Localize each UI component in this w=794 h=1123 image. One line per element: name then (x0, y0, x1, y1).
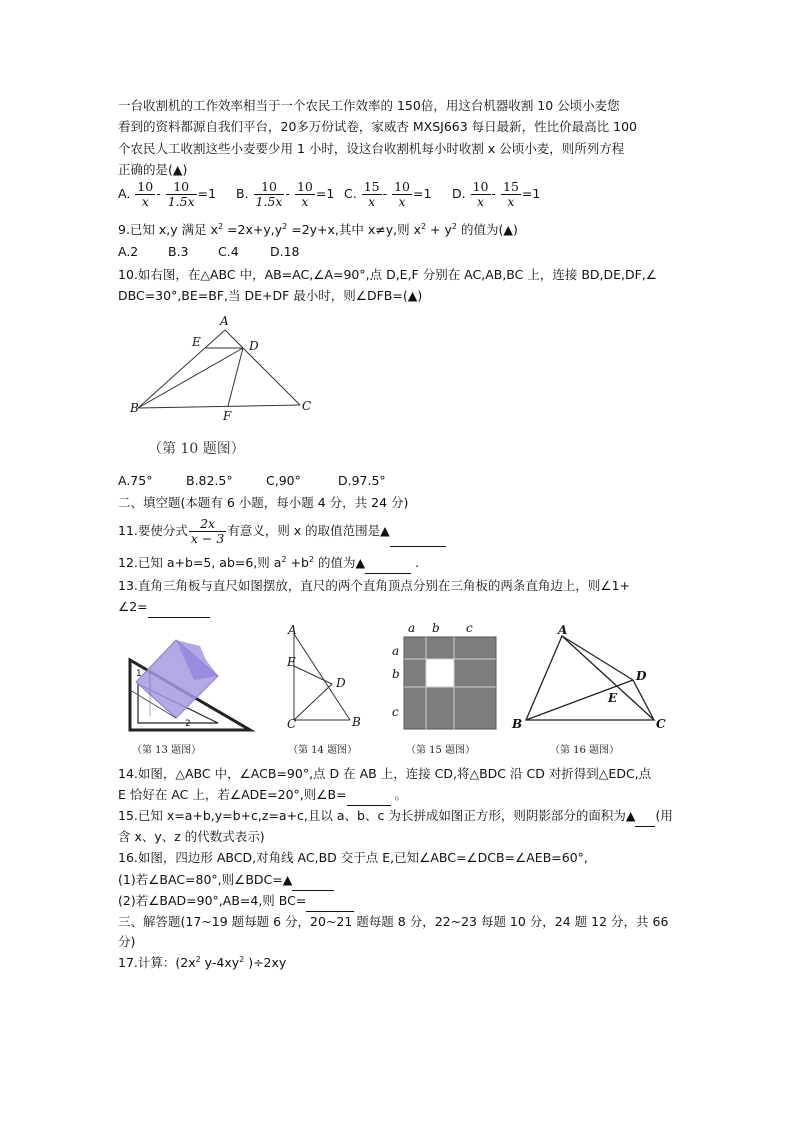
label-e: E (608, 691, 618, 705)
fraction: $\frac{10}{1.5x}$ (255, 179, 283, 209)
answer-blank (148, 597, 210, 618)
label-a-side: a (392, 644, 400, 658)
q10-option-b: B.82.5° (186, 473, 233, 488)
q16-line-1: 16.如图，四边形 ABCD,对角线 AC,BD 交于点 E,已知∠ABC=∠DCB=∠AEB=60°, (118, 850, 588, 865)
label-b: B (130, 401, 139, 415)
label-b: B (352, 715, 361, 729)
answer-blank (635, 806, 655, 827)
figure-q13 (122, 624, 262, 760)
q10-option-c: C,90° (266, 473, 301, 488)
q17-stem: 17.计算：($2x^2$ $y-4xy^2$ )÷2xy (118, 954, 287, 970)
q9-option-a: A.2 (118, 244, 139, 259)
angle-2-label: 2 (185, 719, 191, 729)
q9-option-b: B.3 (168, 244, 189, 259)
label-c: C (287, 717, 297, 731)
q13-line-1: 13.直角三角板与直尺如图摆放，直尺的两个直角顶点分别在三角板的两条直角边上，则∠1+ (118, 578, 631, 593)
label-d: D (636, 669, 647, 683)
angle-1-label: 1 (136, 669, 142, 679)
label-a-top: a (408, 621, 416, 635)
fig15-caption: （第 15 题图） (406, 745, 476, 756)
q15-line-1: 15.已知 x=a+b,y=b+c,z=a+c,且以 a、b、c 为长拼成如图正方形，则阴影部分的面积为▲ (用 (118, 806, 678, 827)
section-2-heading: 二、填空题(本题有 6 小题，每小题 4 分，共 24 分) (118, 495, 409, 510)
label-c-top: c (466, 621, 473, 635)
q9-option-d: D.18 (270, 244, 300, 259)
label-a: A (558, 624, 568, 637)
label-e: E (287, 655, 296, 669)
answer-blank (292, 870, 334, 891)
label-e: E (192, 335, 201, 349)
fig13-caption: （第 13 题图） (132, 745, 202, 756)
q14-line-1: 14.如图，△ABC 中，∠ACB=90°,点 D 在 AB 上，连接 CD,将△BDC 沿 CD 对折得到△EDC,点 (118, 766, 652, 781)
fraction: $\frac{10}{1.5x}$ (167, 179, 195, 209)
answer-blank (390, 516, 446, 547)
q8-line-1: 一台收割机的工作效率相当于一个农民工作效率的 150倍，用这台机器收割 10 公顷小麦您 (118, 98, 620, 113)
q16-line-3: (2)若∠BAD=90°,AB=4,则 BC= (118, 891, 678, 912)
q8-line-4: 正确的是(▲) (118, 162, 188, 177)
answer-blank (365, 553, 411, 574)
fraction: $\frac{2x}{x - 3}$ (190, 516, 225, 546)
q11-stem: 11.要使分式 $\frac{2x}{x - 3}$ 有意义，则 x 的取值范围是▲ (118, 516, 678, 547)
label-d: D (336, 676, 346, 690)
q10-option-a: A.75° (118, 473, 153, 488)
answer-blank (306, 891, 354, 912)
q16-line-2: (1)若∠BAC=80°,则∠BDC=▲ (118, 870, 678, 891)
label-b: B (512, 717, 523, 731)
q10-line-2: DBC=30°,BE=BF,当 DE+DF 最小时，则∠DFB=(▲) (118, 288, 423, 303)
q8-option-c: C. $\frac{15}{x}$ - $\frac{10}{x}$ =1 (344, 179, 432, 209)
q10-option-d: D.97.5° (338, 473, 386, 488)
label-c: C (302, 399, 312, 413)
figure-q15 (390, 620, 510, 760)
label-b-side: b (392, 667, 400, 681)
label-d: D (249, 339, 259, 353)
fraction: $\frac{10}{x}$ (296, 179, 313, 209)
q12-stem: 12.已知 a+b=5, ab=6,则 $a^2 +b^2$ 的值为▲ . (118, 553, 678, 574)
label-a: A (288, 624, 297, 637)
q8-line-3: 个农民人工收割这些小麦要少用 1 小时，设这台收割机每小时收割 x 公顷小麦，则所列方程 (118, 141, 625, 156)
section-3-heading-line-1: 三、解答题(17~19 题每题 6 分，20~21 题每题 8 分，22~23 每题 10 分，24 题 12 分，共 66 (118, 914, 669, 929)
q15-line-2: 含 x、y、z 的代数式表示) (118, 829, 265, 844)
q8-option-a: A. $\frac{10}{x}$ - $\frac{10}{1.5x}$ =1 (118, 179, 217, 209)
fraction: $\frac{15}{x}$ (363, 179, 380, 209)
q8-option-b: B. $\frac{10}{1.5x}$ - $\frac{10}{x}$ =1 (236, 179, 335, 209)
label-c-side: c (392, 705, 399, 719)
q9-stem: 9.已知 x,y 满足 $x^2 =2x+y,y^2 =2y+x$,其中 x≠y,则 $x^2 + y^2$ 的值为(▲) (118, 221, 518, 237)
answer-blank (347, 785, 391, 806)
q13-line-2: ∠2= (118, 597, 678, 618)
q10-caption: （第 10 题图） (148, 441, 245, 457)
fraction: $\frac{10}{x}$ (472, 179, 489, 209)
label-b-top: b (432, 621, 440, 635)
q8-line-2: 看到的资料都源自我们平台，20多万份试卷，家威杏 MXSJ663 每日最新，性比价最高比 100 (118, 119, 638, 134)
q14-line-2: E 恰好在 AC 上，若∠ADE=20°,则∠B= 。 (118, 785, 678, 806)
section-3-heading-line-2: 分) (118, 934, 136, 949)
fig16-caption: （第 16 题图） (550, 745, 620, 756)
label-c: C (656, 717, 666, 731)
figure-q16 (506, 624, 676, 760)
figure-q14 (282, 624, 382, 760)
q8-option-d: D. $\frac{10}{x}$ - $\frac{15}{x}$ =1 (452, 179, 541, 209)
q9-option-c: C.4 (218, 244, 239, 259)
figure-q10 (118, 305, 338, 465)
label-f: F (223, 409, 232, 423)
label-a: A (220, 314, 229, 328)
q10-line-1: 10.如右图，在△ABC 中，AB=AC,∠A=90°,点 D,E,F 分别在 AC,AB,BC 上，连接 BD,DE,DF,∠ (118, 267, 658, 282)
fraction: $\frac{15}{x}$ (503, 179, 519, 209)
fraction: $\frac{10}{x}$ (394, 179, 410, 209)
fig14-caption: （第 14 题图） (288, 745, 358, 756)
fraction: $\frac{10}{x}$ (137, 179, 154, 209)
